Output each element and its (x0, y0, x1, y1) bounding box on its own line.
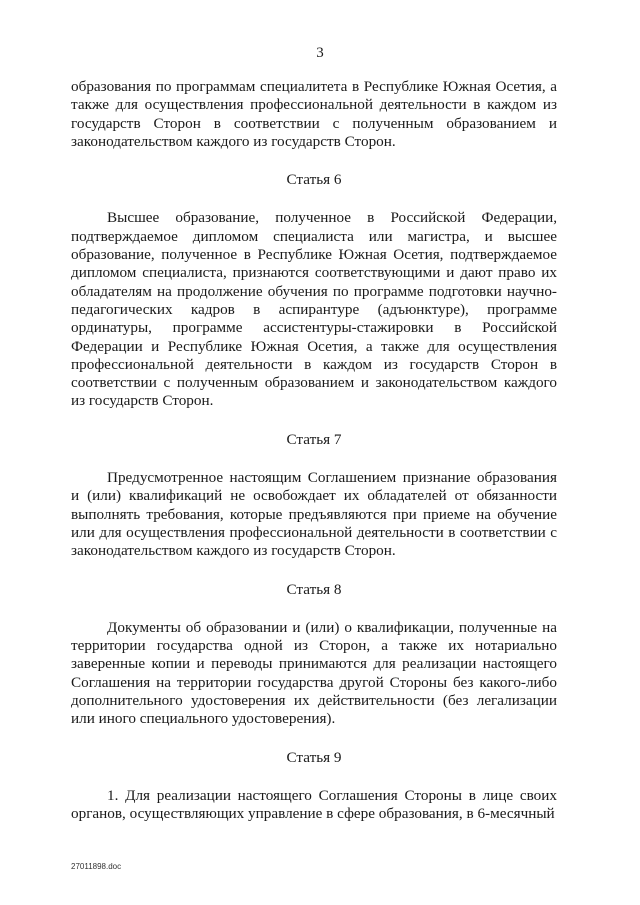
paragraph-continuation: образования по программам специалитета в Республике Южная Осетия, а также для осуществления профессиональной деятельности в каждом из государств Сторон в соответствии с полученным образованием и законодательством каждого из государств Сторон. (71, 78, 557, 150)
article-7-text: Предусмотренное настоящим Соглашением признание образования и (или) квалификаций не освобождает их обладателей от обязанности выполнять требования, которые предъявляются при приеме на обучение или для осуществления профессиональной деятельности в соответствии с законодательством каждого из государств Сторон. (71, 469, 557, 560)
article-8-heading: Статья 8 (286, 580, 342, 598)
page-number: 3 (316, 45, 324, 61)
document-file-id: 27011898.doc (71, 862, 122, 871)
article-9-heading: Статья 9 (286, 748, 342, 766)
article-8-text: Документы об образовании и (или) о квалификации, полученные на территории государства одной из Сторон, а также их нотариально заверенные копии и переводы принимаются для реализации настоящего Соглашения на территории государства другой Стороны без какого-либо дополнительного удостоверения их действительности (без легализации или иного специального удостоверения). (71, 618, 557, 728)
article-6-text: Высшее образование, полученное в Российской Федерации, подтверждаемое дипломом специалиста или магистра, и высшее образование, полученное в Республике Южная Осетия, подтверждаемое дипломом специалиста, признаются соответствующими и дают право их обладателям на продолжение обучения по программе подготовки научно-педагогических кадров в аспирантуре (адъюнктуре), программе ординатуры, программе ассистентуры-стажировки в Российской Федерации и Республике Южная Осетия, а также для осуществления профессиональной деятельности в каждом из государств Сторон в соответствии с полученным образованием и законодательством каждого из государств Сторон. (71, 209, 557, 410)
article-9-text: 1. Для реализации настоящего Соглашения Стороны в лице своих органов, осуществляющих управление в сфере образования, в 6-месячный (71, 786, 557, 823)
article-6-heading: Статья 6 (286, 171, 342, 189)
article-7-heading: Статья 7 (286, 430, 342, 448)
document-body (71, 78, 557, 824)
